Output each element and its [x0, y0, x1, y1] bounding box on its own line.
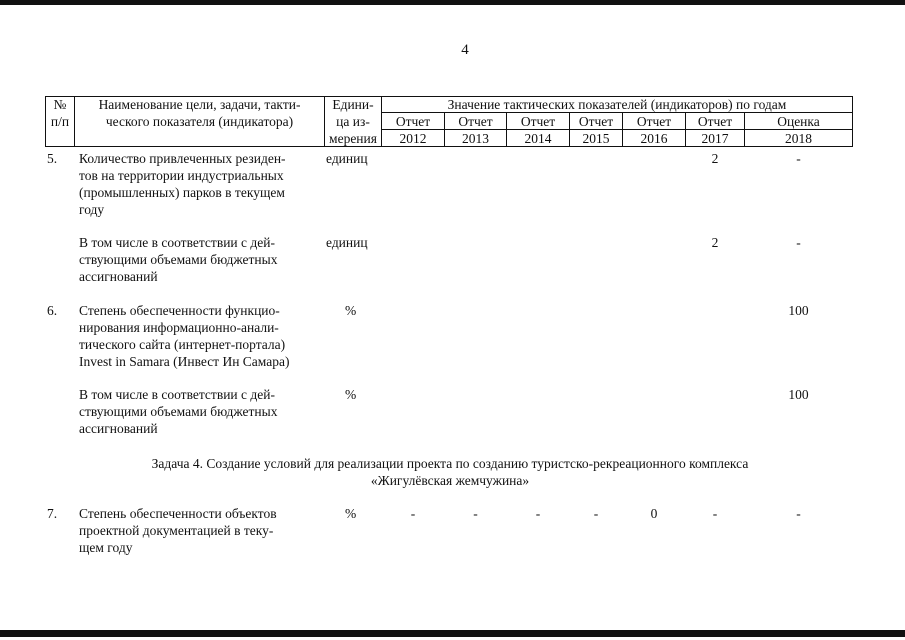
header-unit: Едини- ца из- мерения [329, 97, 377, 146]
row-number: 5. [47, 151, 58, 166]
header-year: 2017 [701, 131, 729, 146]
header-year-kind: Отчет [578, 114, 614, 129]
bottom-border [0, 630, 905, 637]
row-name: Количество привлеченных резиден- тов на территории индустриальных (промышленных) парков в текущем году [79, 151, 286, 217]
row-number: 7. [47, 506, 58, 521]
row-value-2017: 2 [711, 151, 719, 166]
row-value-2016: 0 [650, 506, 658, 521]
row-value-2018: 100 [788, 387, 809, 402]
row-unit: % [345, 506, 357, 521]
row-name: В том числе в соответствии с дей- ствующими объемами бюджетных ассигнований [79, 235, 278, 284]
row-value-2018: - [796, 151, 801, 166]
row-value-2012: - [410, 506, 416, 521]
header-year: 2014 [524, 131, 552, 146]
row-unit: % [345, 387, 357, 402]
row-value-2018: 100 [788, 303, 809, 318]
header-year-kind: Оценка [777, 114, 820, 129]
header-year: 2018 [785, 131, 812, 146]
row-value-2015: - [593, 506, 599, 521]
row-value-2014: - [535, 506, 541, 521]
row-number: 6. [47, 303, 58, 318]
row-name: Степень обеспеченности функцио- нирования информационно-анали- тического сайта (интернет-портала) Invest in Samara (Инвест Ин Самара) [79, 303, 290, 369]
row-name: В том числе в соответствии с дей- ствующими объемами бюджетных ассигнований [79, 387, 278, 436]
header-year-kind: Отчет [636, 114, 672, 129]
header-year-kind: Отчет [697, 114, 733, 129]
row-unit: единиц [326, 151, 368, 166]
row-unit: единиц [326, 235, 368, 250]
row-value-2018: - [796, 506, 801, 521]
row-value-2017: 2 [711, 235, 719, 250]
header-year: 2012 [399, 131, 427, 146]
top-border [0, 0, 905, 5]
header-values: Значение тактических показателей (индикаторов) по годам [447, 97, 787, 112]
header-year-kind: Отчет [395, 114, 431, 129]
task-heading: Задача 4. Создание условий для реализации проекта по созданию туристско-рекреационного комплекса «Жигулёвская жемчужина» [151, 456, 749, 488]
row-value-2013: - [473, 506, 478, 521]
header-year: 2013 [462, 131, 489, 146]
page-number: 4 [461, 42, 469, 58]
row-value-2017: - [712, 506, 718, 521]
header-year-kind: Отчет [458, 114, 493, 129]
row-value-2018: - [796, 235, 801, 250]
header-year: 2015 [582, 131, 610, 146]
header-name: Наименование цели, задачи, такти- ческого показателя (индикатора) [98, 97, 301, 129]
header-year-kind: Отчет [520, 114, 556, 129]
header-num: № п/п [50, 97, 70, 129]
row-name: Степень обеспеченности объектов проектной документацией в теку- щем году [79, 506, 277, 555]
header-year: 2016 [640, 131, 668, 146]
row-unit: % [345, 303, 357, 318]
